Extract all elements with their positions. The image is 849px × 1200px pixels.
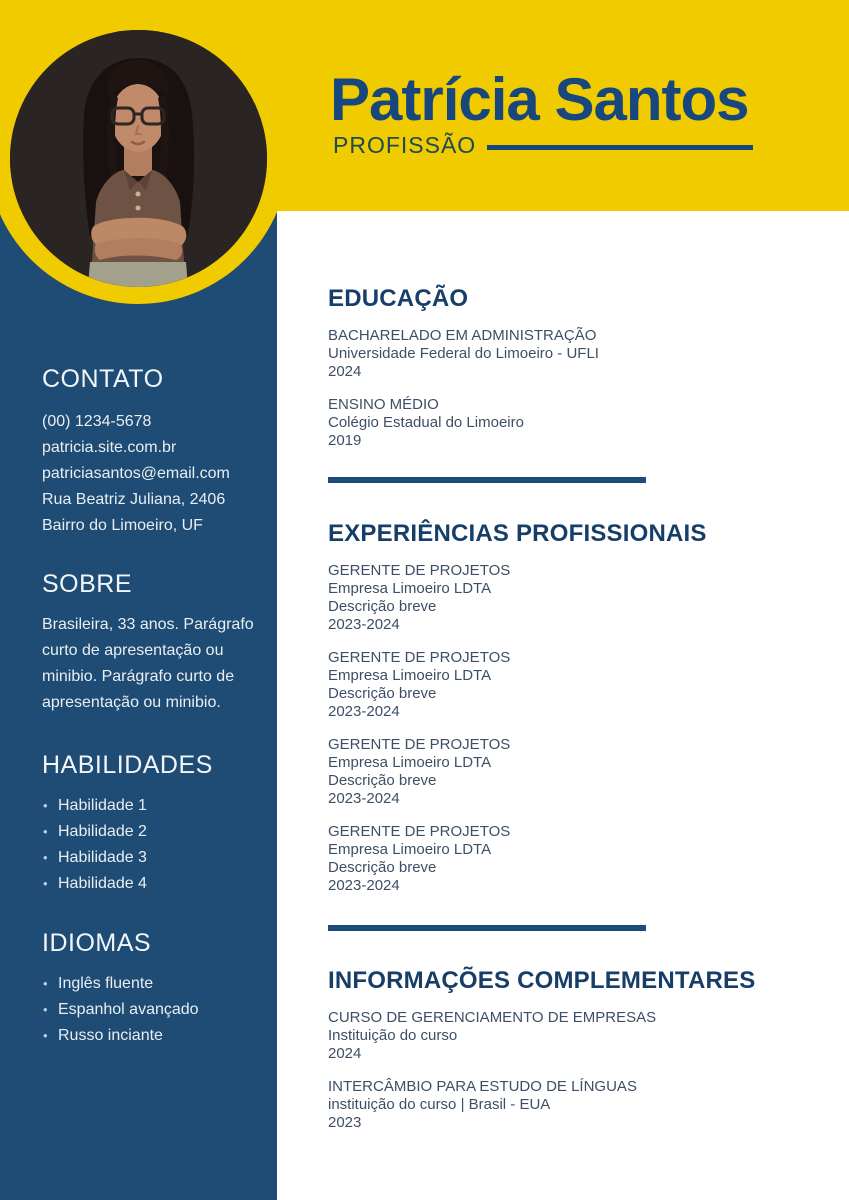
education-degree: ENSINO MÉDIO <box>328 396 439 413</box>
profile-photo-illustration <box>10 30 267 287</box>
experience-entry <box>328 562 828 634</box>
additional-year: 2023 <box>328 1114 362 1131</box>
skills-heading: HABILIDADES <box>42 751 213 779</box>
contact-section <box>42 365 257 539</box>
additional-course: CURSO DE GERENCIAMENTO DE EMPRESAS <box>328 1009 657 1026</box>
languages-heading: IDIOMAS <box>42 929 152 957</box>
experience-entry <box>328 823 828 895</box>
experience-heading: EXPERIÊNCIAS PROFISSIONAIS <box>328 520 707 547</box>
experience-role: GERENTE DE PROJETOS <box>328 649 511 666</box>
about-section <box>42 570 257 716</box>
experience-company: Empresa Limoeiro LDTA <box>328 841 492 858</box>
experience-role: GERENTE DE PROJETOS <box>328 562 511 579</box>
experience-company: Empresa Limoeiro LDTA <box>328 580 492 597</box>
education-entry <box>328 327 828 381</box>
skill-item: • Habilidade 2 <box>42 819 257 845</box>
name-title: Patrícia Santos <box>330 66 749 133</box>
contact-heading: CONTATO <box>42 365 164 393</box>
additional-year: 2024 <box>328 1045 362 1062</box>
additional-info-section <box>328 968 828 1132</box>
skill-item: • Habilidade 3 <box>42 845 257 871</box>
contact-address-district: Bairro do Limoeiro, UF <box>42 517 203 534</box>
section-divider <box>328 925 646 931</box>
contact-website: patricia.site.com.br <box>42 439 177 456</box>
education-year: 2024 <box>328 363 362 380</box>
experience-description: Descrição breve <box>328 685 437 702</box>
experience-period: 2023-2024 <box>328 790 400 807</box>
contact-address-street: Rua Beatriz Juliana, 2406 <box>42 491 226 508</box>
experience-period: 2023-2024 <box>328 703 400 720</box>
experience-period: 2023-2024 <box>328 616 400 633</box>
skill-item: • Habilidade 4 <box>42 871 257 897</box>
education-institution: Colégio Estadual do Limoeiro <box>328 414 524 431</box>
education-section <box>328 286 828 450</box>
education-year: 2019 <box>328 432 362 449</box>
education-heading: EDUCAÇÃO <box>328 285 469 312</box>
experience-description: Descrição breve <box>328 859 437 876</box>
experience-section <box>328 521 828 895</box>
additional-course: INTERCÂMBIO PARA ESTUDO DE LÍNGUAS <box>328 1078 637 1095</box>
contact-email: patriciasantos@email.com <box>42 465 230 482</box>
experience-description: Descrição breve <box>328 772 437 789</box>
language-item: • Espanhol avançado <box>42 997 257 1023</box>
experience-company: Empresa Limoeiro LDTA <box>328 754 492 771</box>
additional-entry <box>328 1009 828 1063</box>
additional-institution: instituição do curso | Brasil - EUA <box>328 1096 551 1113</box>
profile-photo <box>10 30 267 287</box>
education-degree: BACHARELADO EM ADMINISTRAÇÃO <box>328 327 597 344</box>
languages-section <box>42 929 257 1049</box>
skills-section <box>42 751 257 897</box>
additional-info-heading: INFORMAÇÕES COMPLEMENTARES <box>328 967 756 994</box>
skill-item: • Habilidade 1 <box>42 793 257 819</box>
experience-description: Descrição breve <box>328 598 437 615</box>
about-text: Brasileira, 33 anos. Parágrafo curto de apresentação ou minibio. Parágrafo curto de apresentação ou minibio. <box>42 616 254 711</box>
experience-company: Empresa Limoeiro LDTA <box>328 667 492 684</box>
profession-subtitle: PROFISSÃO <box>333 132 477 158</box>
title-underline <box>487 145 753 150</box>
additional-institution: Instituição do curso <box>328 1027 458 1044</box>
contact-phone: (00) 1234-5678 <box>42 413 152 430</box>
language-item: • Russo inciante <box>42 1023 257 1049</box>
experience-role: GERENTE DE PROJETOS <box>328 736 511 753</box>
about-heading: SOBRE <box>42 570 133 598</box>
experience-role: GERENTE DE PROJETOS <box>328 823 511 840</box>
experience-period: 2023-2024 <box>328 877 400 894</box>
education-institution: Universidade Federal do Limoeiro - UFLI <box>328 345 599 362</box>
language-item: • Inglês fluente <box>42 971 257 997</box>
additional-entry <box>328 1078 828 1132</box>
section-divider <box>328 477 646 483</box>
experience-entry <box>328 649 828 721</box>
education-entry <box>328 396 828 450</box>
experience-entry <box>328 736 828 808</box>
